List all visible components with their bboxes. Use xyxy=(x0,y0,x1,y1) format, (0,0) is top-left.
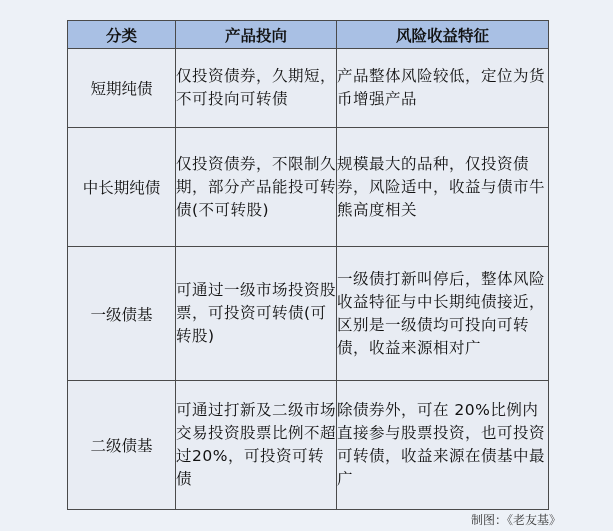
header-investment: 产品投向 xyxy=(176,21,337,49)
risk-return-cell: 一级债打新叫停后，整体风险收益特征与中长期纯债接近，区别是一级债均可投向可转债，收益来源相对广 xyxy=(337,247,549,381)
bond-fund-table xyxy=(67,20,549,510)
category-cell: 一级债基 xyxy=(68,247,176,381)
investment-cell: 仅投资债券，不限制久期，部分产品能投可转债(不可转股) xyxy=(176,128,337,247)
investment-cell: 仅投资债券，久期短，不可投向可转债 xyxy=(176,49,337,128)
risk-return-cell: 除债券外，可在 20%比例内直接参与股票投资，也可投资可转债，收益来源在债基中最广 xyxy=(337,381,549,510)
risk-return-cell: 产品整体风险较低，定位为货币增强产品 xyxy=(337,49,549,128)
table-row xyxy=(68,128,549,247)
table-row xyxy=(68,247,549,381)
header-risk-return: 风险收益特征 xyxy=(337,21,549,49)
investment-cell: 可通过一级市场投资股票，可投资可转债(可转股) xyxy=(176,247,337,381)
table-row xyxy=(68,49,549,128)
category-cell: 中长期纯债 xyxy=(68,128,176,247)
table-row xyxy=(68,381,549,510)
chart-credit: 制图：《老友基》 xyxy=(470,513,561,527)
risk-return-cell: 规模最大的品种，仅投资债券，风险适中，收益与债市牛熊高度相关 xyxy=(337,128,549,247)
category-cell: 二级债基 xyxy=(68,381,176,510)
investment-cell: 可通过打新及二级市场交易投资股票比例不超过20%，可投资可转债 xyxy=(176,381,337,510)
header-category: 分类 xyxy=(68,21,176,49)
header-row xyxy=(68,21,549,49)
category-cell: 短期纯债 xyxy=(68,49,176,128)
